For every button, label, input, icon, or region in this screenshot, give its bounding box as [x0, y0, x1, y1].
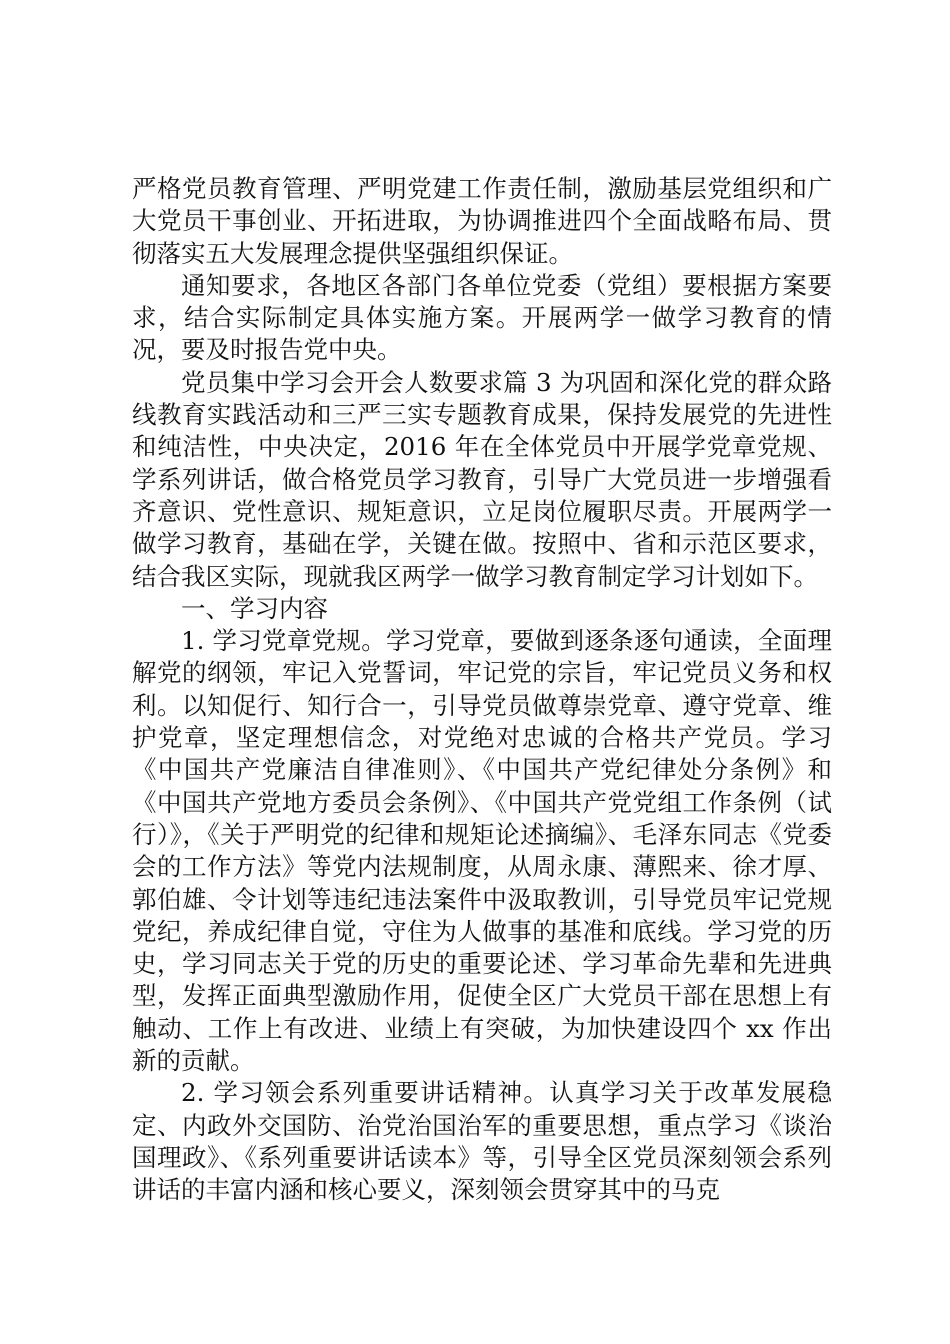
paragraph-2: 通知要求，各地区各部门各单位党委（党组）要根据方案要求，结合实际制定具体实施方案。开展两学一做学习教育的情况，要及时报告党中央。 [132, 270, 832, 365]
paragraph-item-1: 1. 学习党章党规。学习党章，要做到逐条逐句通读，全面理解党的纲领，牢记入党誓词，牢记党的宗旨，牢记党员义务和权利。以知促行、知行合一，引导党员做尊崇党章、遵守党章、维护党章，坚定理想信念，对党绝对忠诚的合格共产党员。学习《中国共产党廉洁自律准则》、《中国共产党纪律处分条例》和《中国共产党地方委员会条例》、《中国共产党党组工作条例（试行）》，《关于严明党的纪律和规矩论述摘编》、毛泽东同志《党委会的工作方法》等党内法规制度，从周永康、薄熙来、徐才厚、郭伯雄、令计划等违纪违法案件中汲取教训，引导党员牢记党规党纪，养成纪律自觉，守住为人做事的基准和底线。学习党的历史，学习同志关于党的历史的重要论述、学习革命先辈和先进典型，发挥正面典型激励作用，促使全区广大党员干部在思想上有触动、工作上有改进、业绩上有突破，为加快建设四个 xx 作出新的贡献。 [132, 626, 832, 1076]
paragraph-3: 党员集中学习会开会人数要求篇 3 为巩固和深化党的群众路线教育实践活动和三严三实专题教育成果，保持发展党的先进性和纯洁性，中央决定，2016 年在全体党员中开展学党章党规、学系列讲话，做合格党员学习教育，引导广大党员进一步增强看齐意识、党性意识、规矩意识，立足岗位履职尽责。开展两学一做学习教育，基础在学，关键在做。按照中、省和示范区要求，结合我区实际，现就我区两学一做学习教育制定学习计划如下。 [132, 367, 832, 591]
paragraph-item-2: 2. 学习领会系列重要讲话精神。认真学习关于改革发展稳定、内政外交国防、治党治国治军的重要思想，重点学习《谈治国理政》、《系列重要讲话读本》等，引导全区党员深刻领会系列讲话的丰富内涵和核心要义，深刻领会贯穿其中的马克 [132, 1078, 832, 1205]
document-body [132, 173, 832, 1207]
paragraph-1: 严格党员教育管理、严明党建工作责任制，激励基层党组织和广大党员干事创业、开拓进取，为协调推进四个全面战略布局、贯彻落实五大发展理念提供坚强组织保证。 [132, 174, 832, 268]
section-heading-study-content: 一、学习内容 [181, 593, 328, 623]
